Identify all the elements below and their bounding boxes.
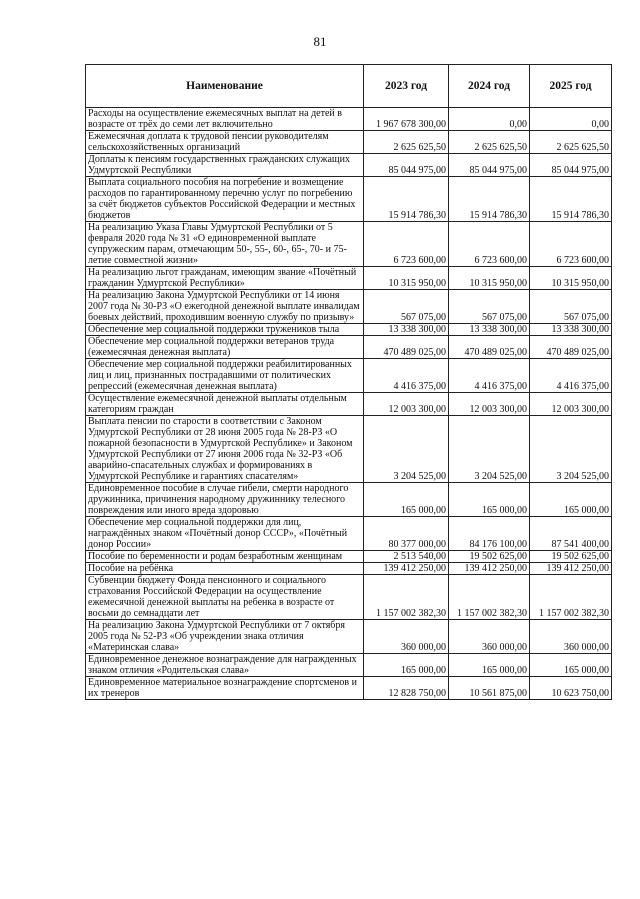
row-name-cell: На реализацию льгот гражданам, имеющим звание «Почётный гражданин Удмуртской Республики» bbox=[86, 267, 364, 290]
row-2023-cell: 12 003 300,00 bbox=[364, 393, 449, 416]
table-row bbox=[86, 131, 612, 154]
row-2023-cell: 165 000,00 bbox=[364, 654, 449, 677]
table-row bbox=[86, 620, 612, 654]
row-2025-cell: 19 502 625,00 bbox=[530, 551, 612, 563]
row-name-cell: Пособие по беременности и родам безработным женщинам bbox=[86, 551, 364, 563]
row-2025-cell: 15 914 786,30 bbox=[530, 177, 612, 222]
page-number: 81 bbox=[313, 34, 327, 49]
row-2024-cell: 1 157 002 382,30 bbox=[449, 575, 530, 620]
table-row bbox=[86, 222, 612, 267]
table-row bbox=[86, 483, 612, 517]
row-name-cell: На реализацию Закона Удмуртской Республики от 14 июня 2007 года № 30-РЗ «О ежегодной денежной выплате инвалидам боевых действий, проходившим военную службу по призыву» bbox=[86, 290, 364, 324]
row-2025-cell: 470 489 025,00 bbox=[530, 336, 612, 359]
row-2024-cell: 12 003 300,00 bbox=[449, 393, 530, 416]
row-2024-cell: 15 914 786,30 bbox=[449, 177, 530, 222]
row-2025-cell: 4 416 375,00 bbox=[530, 359, 612, 393]
row-2023-cell: 80 377 000,00 bbox=[364, 517, 449, 551]
table-row bbox=[86, 154, 612, 177]
row-2023-cell: 4 416 375,00 bbox=[364, 359, 449, 393]
row-name-cell: На реализацию Указа Главы Удмуртской Республики от 5 февраля 2020 года № 31 «О единовременной выплате супружеским парам, отмечающим 50-, 55-, 60-, 65-, 70- и 75-летие совместной жизни» bbox=[86, 222, 364, 267]
header-2024: 2024 год bbox=[449, 65, 530, 108]
row-2024-cell: 84 176 100,00 bbox=[449, 517, 530, 551]
header-2025: 2025 год bbox=[530, 65, 612, 108]
row-2023-cell: 2 513 540,00 bbox=[364, 551, 449, 563]
row-name-cell: Выплата социального пособия на погребение и возмещение расходов по гарантированному перечню услуг по погребению за счёт бюджетов субъектов Российской Федерации и местных бюджетов bbox=[86, 177, 364, 222]
row-2023-cell: 470 489 025,00 bbox=[364, 336, 449, 359]
row-2024-cell: 360 000,00 bbox=[449, 620, 530, 654]
header-2023: 2023 год bbox=[364, 65, 449, 108]
row-name-cell: Единовременное пособие в случае гибели, смерти народного дружинника, причинения народному дружиннику телесного повреждения или иного вреда здоровью bbox=[86, 483, 364, 517]
row-name-cell: Расходы на осуществление ежемесячных выплат на детей в возрасте от трёх до семи лет включительно bbox=[86, 108, 364, 131]
row-2025-cell: 6 723 600,00 bbox=[530, 222, 612, 267]
table-row bbox=[86, 551, 612, 563]
table-row bbox=[86, 393, 612, 416]
row-2024-cell: 567 075,00 bbox=[449, 290, 530, 324]
row-2023-cell: 15 914 786,30 bbox=[364, 177, 449, 222]
header-name: Наименование bbox=[86, 65, 364, 108]
row-name-cell: На реализацию Закона Удмуртской Республики от 7 октября 2005 года № 52-РЗ «Об учреждении знака отличия «Материнская слава» bbox=[86, 620, 364, 654]
table-row bbox=[86, 359, 612, 393]
table-row bbox=[86, 177, 612, 222]
row-name-cell: Ежемесячная доплата к трудовой пенсии руководителям сельскохозяйственных организаций bbox=[86, 131, 364, 154]
row-name-cell: Выплата пенсии по старости в соответствии с Законом Удмуртской Республики от 28 июня 2005 года № 28-РЗ «О пожарной безопасности в Удмуртской Республике» и Законом Удмуртской Республики от 27 июня 2006 года № 32-РЗ «Об аварийно-спасательных службах и формированиях в Удмуртской Республике и гарантиях спасателям» bbox=[86, 416, 364, 483]
row-2023-cell: 10 315 950,00 bbox=[364, 267, 449, 290]
row-2024-cell: 3 204 525,00 bbox=[449, 416, 530, 483]
table-row bbox=[86, 654, 612, 677]
row-2023-cell: 1 157 002 382,30 bbox=[364, 575, 449, 620]
table-row bbox=[86, 324, 612, 336]
row-2024-cell: 13 338 300,00 bbox=[449, 324, 530, 336]
row-2023-cell: 360 000,00 bbox=[364, 620, 449, 654]
row-2025-cell: 139 412 250,00 bbox=[530, 563, 612, 575]
row-2023-cell: 6 723 600,00 bbox=[364, 222, 449, 267]
row-2024-cell: 6 723 600,00 bbox=[449, 222, 530, 267]
row-2025-cell: 1 157 002 382,30 bbox=[530, 575, 612, 620]
row-name-cell: Обеспечение мер социальной поддержки ветеранов труда (ежемесячная денежная выплата) bbox=[86, 336, 364, 359]
table-row bbox=[86, 108, 612, 131]
row-2023-cell: 1 967 678 300,00 bbox=[364, 108, 449, 131]
row-2023-cell: 139 412 250,00 bbox=[364, 563, 449, 575]
row-name-cell: Пособие на ребёнка bbox=[86, 563, 364, 575]
row-2024-cell: 470 489 025,00 bbox=[449, 336, 530, 359]
row-2024-cell: 85 044 975,00 bbox=[449, 154, 530, 177]
row-2025-cell: 360 000,00 bbox=[530, 620, 612, 654]
row-2023-cell: 3 204 525,00 bbox=[364, 416, 449, 483]
table-row bbox=[86, 336, 612, 359]
table-row bbox=[86, 517, 612, 551]
row-2025-cell: 13 338 300,00 bbox=[530, 324, 612, 336]
row-2023-cell: 12 828 750,00 bbox=[364, 677, 449, 700]
row-name-cell: Субвенции бюджету Фонда пенсионного и социального страхования Российской Федерации на осуществление ежемесячной денежной выплаты на ребенка в возрасте от восьми до семнадцати лет bbox=[86, 575, 364, 620]
row-2024-cell: 139 412 250,00 bbox=[449, 563, 530, 575]
row-2024-cell: 10 561 875,00 bbox=[449, 677, 530, 700]
table-row bbox=[86, 575, 612, 620]
row-2023-cell: 85 044 975,00 bbox=[364, 154, 449, 177]
row-2024-cell: 165 000,00 bbox=[449, 483, 530, 517]
row-2024-cell: 10 315 950,00 bbox=[449, 267, 530, 290]
table-row bbox=[86, 677, 612, 700]
row-2025-cell: 12 003 300,00 bbox=[530, 393, 612, 416]
row-name-cell: Единовременное денежное вознаграждение для награжденных знаком отличия «Родительская слава» bbox=[86, 654, 364, 677]
row-2024-cell: 165 000,00 bbox=[449, 654, 530, 677]
row-2025-cell: 85 044 975,00 bbox=[530, 154, 612, 177]
row-name-cell: Обеспечение мер социальной поддержки для лиц, награждённых знаком «Почётный донор СССР», «Почётный донор России» bbox=[86, 517, 364, 551]
row-2023-cell: 13 338 300,00 bbox=[364, 324, 449, 336]
table-row bbox=[86, 416, 612, 483]
row-2023-cell: 2 625 625,50 bbox=[364, 131, 449, 154]
table-row bbox=[86, 267, 612, 290]
budget-table bbox=[85, 64, 612, 700]
row-2023-cell: 567 075,00 bbox=[364, 290, 449, 324]
row-name-cell: Осуществление ежемесячной денежной выплаты отдельным категориям граждан bbox=[86, 393, 364, 416]
table-row bbox=[86, 290, 612, 324]
table-row bbox=[86, 563, 612, 575]
row-2025-cell: 567 075,00 bbox=[530, 290, 612, 324]
row-2024-cell: 0,00 bbox=[449, 108, 530, 131]
row-2024-cell: 2 625 625,50 bbox=[449, 131, 530, 154]
row-2025-cell: 0,00 bbox=[530, 108, 612, 131]
row-name-cell: Доплаты к пенсиям государственных гражданских служащих Удмуртской Республики bbox=[86, 154, 364, 177]
row-2025-cell: 10 315 950,00 bbox=[530, 267, 612, 290]
row-2025-cell: 87 541 400,00 bbox=[530, 517, 612, 551]
row-2025-cell: 165 000,00 bbox=[530, 654, 612, 677]
table-header-row bbox=[86, 65, 612, 108]
row-2024-cell: 4 416 375,00 bbox=[449, 359, 530, 393]
row-2025-cell: 10 623 750,00 bbox=[530, 677, 612, 700]
row-name-cell: Обеспечение мер социальной поддержки тружеников тыла bbox=[86, 324, 364, 336]
row-2024-cell: 19 502 625,00 bbox=[449, 551, 530, 563]
row-2023-cell: 165 000,00 bbox=[364, 483, 449, 517]
row-2025-cell: 2 625 625,50 bbox=[530, 131, 612, 154]
row-name-cell: Единовременное материальное вознаграждение спортсменов и их тренеров bbox=[86, 677, 364, 700]
row-name-cell: Обеспечение мер социальной поддержки реабилитированных лиц и лиц, признанных пострадавшими от политических репрессий (ежемесячная денежная выплата) bbox=[86, 359, 364, 393]
row-2025-cell: 3 204 525,00 bbox=[530, 416, 612, 483]
row-2025-cell: 165 000,00 bbox=[530, 483, 612, 517]
